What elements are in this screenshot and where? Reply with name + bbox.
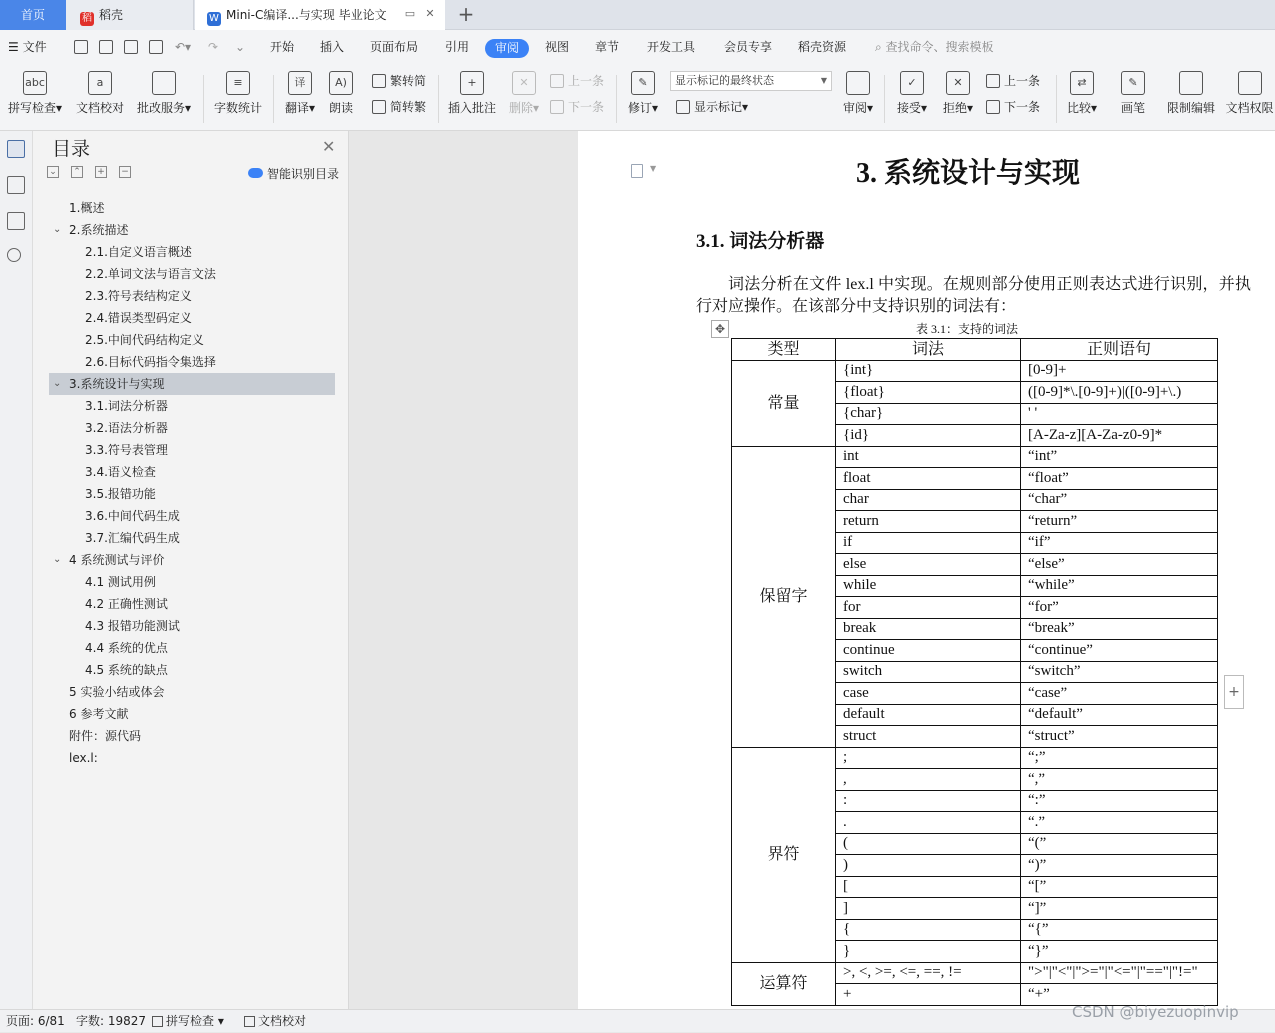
menu-bar	[0, 30, 1275, 65]
toc-item[interactable]	[49, 241, 335, 263]
toc-item[interactable]	[49, 373, 335, 395]
permission-icon	[1238, 71, 1262, 95]
regex-cell: “float”	[1021, 468, 1218, 490]
reviewing-pane-label: 审阅	[842, 101, 867, 115]
toc-list	[49, 197, 335, 997]
regex-cell: “if”	[1021, 532, 1218, 554]
regex-cell: “return”	[1021, 511, 1218, 533]
lexeme-cell: while	[836, 575, 1021, 597]
prev-comment-icon	[550, 74, 564, 88]
lexeme-cell: >, <, >=, <=, ==, !=	[836, 962, 1021, 984]
regex-cell: “:”	[1021, 790, 1218, 812]
table-caption[interactable]: 表 3.1：支持的词法	[916, 322, 1019, 336]
regex-cell: “case”	[1021, 683, 1218, 705]
lexeme-cell: return	[836, 511, 1021, 533]
regex-cell: “+”	[1021, 984, 1218, 1006]
lock-icon	[1179, 71, 1203, 95]
toc-item[interactable]	[49, 351, 335, 373]
spellcheck-icon: abc	[23, 71, 47, 95]
prev-change-icon	[986, 74, 1000, 88]
lexeme-cell: +	[836, 984, 1021, 1006]
table-row	[732, 962, 1218, 984]
toc-item-label: 4.3 报错功能测试	[85, 619, 180, 633]
customize-toolbar-icon[interactable]: ⌄	[235, 40, 246, 54]
trad-to-simp-icon	[372, 74, 386, 88]
word-count-label: 字数统计	[213, 101, 262, 115]
next-change-label: 下一条	[1004, 100, 1041, 114]
table-row	[732, 747, 1218, 769]
restrict-editing-button[interactable]	[1164, 71, 1218, 127]
trad-to-simp-button[interactable]	[372, 71, 426, 91]
status-spellcheck-label: 拼写检查	[166, 1014, 215, 1028]
proofread-icon: a	[88, 71, 112, 95]
tab-document-label: Mini-C编译...与实现 毕业论文	[226, 8, 387, 22]
show-markup-icon	[676, 100, 690, 114]
lexeme-cell: ,	[836, 769, 1021, 791]
lexeme-cell: {id}	[836, 425, 1021, 447]
doc-permission-label: 文档权限	[1225, 101, 1274, 115]
bookmark-icon[interactable]	[7, 212, 25, 230]
next-comment-button[interactable]	[550, 97, 604, 117]
compare-label: 比较	[1066, 101, 1091, 115]
toc-item-label: 1.概述	[69, 201, 105, 215]
pen-button[interactable]	[1118, 71, 1148, 127]
toc-item-label: 3.2.语法分析器	[85, 421, 168, 435]
toc-item[interactable]	[49, 681, 335, 703]
table-header-cell: 类型	[732, 339, 836, 361]
table-row	[732, 446, 1218, 468]
tab-bar	[0, 0, 1275, 30]
redo-icon[interactable]: ↷	[208, 40, 219, 54]
toc-item[interactable]	[49, 439, 335, 461]
lexeme-cell: {	[836, 919, 1021, 941]
document-page[interactable]	[578, 131, 1275, 1009]
toc-item-label: 2.系统描述	[69, 223, 129, 237]
watermark: CSDN @biyezuopinvip	[1072, 1003, 1239, 1021]
menu-member[interactable]: 会员专享	[724, 40, 773, 54]
lexeme-cell: {char}	[836, 403, 1021, 425]
regex-cell: “default”	[1021, 704, 1218, 726]
toc-item[interactable]	[49, 615, 335, 637]
word-count-indicator[interactable]: 字数: 19827	[76, 1014, 147, 1028]
proofread-status-icon	[244, 1016, 255, 1027]
chevron-down-icon[interactable]: ⌄	[53, 224, 62, 235]
regex-cell: “.”	[1021, 812, 1218, 834]
smart-toc-label: 智能识别目录	[267, 167, 340, 181]
cloud-icon	[248, 168, 263, 178]
batch-service-button[interactable]: 批改服务▾	[134, 71, 194, 127]
hamburger-icon: ☰	[8, 40, 23, 54]
chevron-down-icon[interactable]: ⌄	[53, 378, 62, 389]
add-column-button[interactable]: +	[1224, 675, 1244, 709]
tab-home[interactable]: 首页	[0, 0, 66, 30]
markup-display-value: 显示标记的最终状态	[675, 74, 774, 87]
accept-label: 接受	[896, 101, 921, 115]
regex-cell: “struct”	[1021, 726, 1218, 748]
next-comment-label: 下一条	[568, 100, 605, 114]
toc-item[interactable]	[49, 703, 335, 725]
file-menu-label: 文件	[22, 40, 47, 54]
restrict-editing-label: 限制编辑	[1166, 101, 1215, 115]
page-format-icon[interactable]	[631, 164, 643, 178]
file-menu[interactable]	[8, 30, 47, 65]
toc-item-label: 6 参考文献	[69, 707, 129, 721]
document-canvas	[349, 131, 1275, 1009]
table-header-row	[732, 339, 1218, 361]
track-changes-button[interactable]: ✎ 修订▾	[624, 71, 662, 127]
accept-button[interactable]: ✓ 接受▾	[894, 71, 930, 127]
table-row	[732, 360, 1218, 382]
track-changes-label: 修订	[627, 101, 652, 115]
read-aloud-button[interactable]	[326, 71, 356, 127]
lexeme-cell: .	[836, 812, 1021, 834]
expand-up-icon[interactable]: ⌃	[71, 166, 83, 178]
menu-chapter[interactable]: 章节	[595, 40, 620, 54]
regex-cell: “while”	[1021, 575, 1218, 597]
toc-item-label: 4 系统测试与评价	[69, 553, 165, 567]
menu-start[interactable]: 开始	[270, 40, 295, 54]
toc-item-label: 2.3.符号表结构定义	[85, 289, 192, 303]
search-icon[interactable]	[7, 248, 21, 262]
page-indicator[interactable]: 页面: 6/81	[6, 1014, 65, 1028]
batch-service-label: 批改服务	[136, 101, 185, 115]
chevron-down-icon[interactable]: ▼	[650, 164, 657, 173]
table-body	[732, 360, 1218, 1005]
toc-item-label: 3.系统设计与实现	[69, 377, 165, 391]
reviewing-pane-icon	[846, 71, 870, 95]
toc-item[interactable]	[49, 549, 335, 571]
insert-comment-icon: +	[460, 71, 484, 95]
pen-icon: ✎	[1121, 71, 1145, 95]
category-cell: 运算符	[732, 962, 836, 1005]
ribbon-separator	[1056, 75, 1057, 123]
lexeme-cell: break	[836, 618, 1021, 640]
review-ribbon	[0, 65, 1275, 131]
toc-item[interactable]	[49, 637, 335, 659]
toc-item-label: 3.7.汇编代码生成	[85, 531, 180, 545]
regex-cell: “(”	[1021, 833, 1218, 855]
doc-proofread-label: 文档校对	[75, 101, 124, 115]
close-tab-icon[interactable]: ✕	[425, 7, 435, 20]
writer-doc-icon: W	[207, 12, 221, 26]
body-paragraph[interactable]: 词法分析在文件 lex.l 中实现。在规则部分使用正则表达式进行识别，并执行对应操作。在该部分中支持识别的词法有：	[696, 276, 1251, 315]
lexeme-cell: continue	[836, 640, 1021, 662]
toc-item[interactable]	[49, 219, 335, 241]
trad-to-simp-label: 繁转简	[390, 74, 427, 88]
ribbon-separator	[203, 75, 204, 123]
track-changes-icon: ✎	[631, 71, 655, 95]
side-toolbar	[0, 131, 33, 1009]
markup-display-select[interactable]	[670, 71, 832, 91]
print-preview-icon[interactable]	[149, 40, 163, 54]
undo-icon[interactable]: ↶▾	[175, 40, 192, 54]
docer-icon: 稻	[82, 13, 92, 24]
menu-page-layout[interactable]: 页面布局	[370, 40, 419, 54]
toc-panel-icon[interactable]	[7, 140, 25, 158]
toc-item-label: 3.5.报错功能	[85, 487, 156, 501]
lexeme-cell: switch	[836, 661, 1021, 683]
new-tab-button[interactable]: +	[457, 2, 475, 26]
lexeme-cell: }	[836, 941, 1021, 963]
export-pdf-icon[interactable]	[99, 40, 113, 54]
lexeme-cell: {int}	[836, 360, 1021, 382]
toc-item-label: lex.l:	[69, 751, 98, 765]
simp-to-trad-label: 简转繁	[390, 100, 427, 114]
ribbon-separator	[884, 75, 885, 123]
lexeme-cell: [	[836, 876, 1021, 898]
collapse-all-icon[interactable]: ⌄	[47, 166, 59, 178]
category-cell: 常量	[732, 360, 836, 446]
doc-proofread-button[interactable]	[74, 71, 126, 127]
lexeme-cell: char	[836, 489, 1021, 511]
translate-icon: 译	[288, 71, 312, 95]
reviewing-pane-button[interactable]: 审阅▾	[840, 71, 876, 127]
category-cell: 界符	[732, 747, 836, 962]
read-aloud-label: 朗读	[328, 101, 353, 115]
regex-cell: “]”	[1021, 898, 1218, 920]
toc-item[interactable]	[49, 417, 335, 439]
tab-document[interactable]	[195, 0, 445, 30]
checkbox-icon	[152, 1016, 163, 1027]
toc-item-label: 3.1.词法分析器	[85, 399, 168, 413]
next-comment-icon	[550, 100, 564, 114]
reject-label: 拒绝	[942, 101, 967, 115]
lexeme-cell: struct	[836, 726, 1021, 748]
regex-cell: “char”	[1021, 489, 1218, 511]
pen-label: 画笔	[1120, 101, 1145, 115]
toc-item-label: 2.2.单词文法与语言文法	[85, 267, 216, 281]
menu-review[interactable]: 审阅	[485, 39, 529, 58]
close-icon[interactable]: ✕	[322, 137, 336, 156]
menu-view[interactable]: 视图	[545, 40, 570, 54]
category-cell: 保留字	[732, 446, 836, 747]
prev-change-button[interactable]	[986, 71, 1040, 91]
table-header-cell: 正则语句	[1021, 339, 1218, 361]
prev-comment-label: 上一条	[568, 74, 605, 88]
toc-item[interactable]	[49, 329, 335, 351]
status-proofread-label: 文档校对	[258, 1014, 307, 1028]
lexeme-cell: if	[836, 532, 1021, 554]
toc-item[interactable]	[49, 505, 335, 527]
lexeme-cell: :	[836, 790, 1021, 812]
add-heading-icon[interactable]: +	[95, 166, 107, 178]
toc-item-label: 3.3.符号表管理	[85, 443, 168, 457]
chapter-heading[interactable]: 3. 系统设计与实现	[856, 158, 1081, 189]
spellcheck-button[interactable]: abc 拼写检查▾	[6, 71, 64, 127]
regex-cell: “for”	[1021, 597, 1218, 619]
toc-item-label: 2.1.自定义语言概述	[85, 245, 192, 259]
menu-docer-resources[interactable]: 稻壳资源	[798, 40, 847, 54]
prev-comment-button[interactable]	[550, 71, 604, 91]
menu-references[interactable]: 引用	[445, 40, 470, 54]
lexeme-cell: else	[836, 554, 1021, 576]
tab-docer-label: 稻壳	[99, 8, 124, 22]
show-markup-button[interactable]: 显示标记▾	[676, 97, 748, 117]
insert-comment-label: 插入批注	[447, 101, 496, 115]
lexeme-cell: float	[836, 468, 1021, 490]
reject-icon: ✕	[946, 71, 970, 95]
save-icon[interactable]	[74, 40, 88, 54]
smart-toc-button[interactable]	[248, 165, 339, 182]
spellcheck-label: 拼写检查	[7, 101, 56, 115]
pin-tab-icon[interactable]: ▭	[404, 7, 416, 20]
simp-to-trad-icon	[372, 100, 386, 114]
toc-item-label: 4.1 测试用例	[85, 575, 156, 589]
lexicon-table[interactable]	[731, 338, 1218, 1006]
toc-item-label: 4.4 系统的优点	[85, 641, 168, 655]
regex-cell: ([0-9]*\.[0-9]+)|([0-9]+\.)	[1021, 382, 1218, 404]
regex-cell: “;”	[1021, 747, 1218, 769]
lexeme-cell: ]	[836, 898, 1021, 920]
table-header-cell: 词法	[836, 339, 1021, 361]
ribbon-separator	[438, 75, 439, 123]
translate-label: 翻译	[284, 101, 309, 115]
toc-item-label: 附件：源代码	[69, 729, 142, 743]
compare-icon: ⇄	[1070, 71, 1094, 95]
delete-comment-label: 删除	[508, 101, 533, 115]
toc-panel	[33, 131, 349, 1009]
next-change-icon	[986, 100, 1000, 114]
regex-cell: “break”	[1021, 618, 1218, 640]
toc-item[interactable]	[49, 571, 335, 593]
toc-item-label: 2.5.中间代码结构定义	[85, 333, 204, 347]
menu-insert[interactable]: 插入	[320, 40, 345, 54]
ribbon-separator	[616, 75, 617, 123]
toc-item[interactable]	[49, 725, 335, 747]
status-spellcheck[interactable]: 拼写检查 ▾	[152, 1010, 224, 1033]
simp-to-trad-button[interactable]	[372, 97, 426, 117]
toc-item[interactable]	[49, 659, 335, 681]
toc-item-label: 2.6.目标代码指令集选择	[85, 355, 216, 369]
lexeme-cell: )	[836, 855, 1021, 877]
regex-cell: “int”	[1021, 446, 1218, 468]
regex-cell: “{”	[1021, 919, 1218, 941]
toc-item[interactable]	[49, 593, 335, 615]
regex-cell: “continue”	[1021, 640, 1218, 662]
ribbon-separator	[273, 75, 274, 123]
delete-comment-icon: ✕	[512, 71, 536, 95]
tab-docer[interactable]	[66, 0, 194, 30]
regex-cell: “)”	[1021, 855, 1218, 877]
toc-item-label: 3.4.语义检查	[85, 465, 156, 479]
toc-item[interactable]	[49, 461, 335, 483]
toc-item[interactable]	[49, 285, 335, 307]
doc-permission-button[interactable]	[1224, 71, 1275, 127]
regex-cell: ' '	[1021, 403, 1218, 425]
lexeme-cell: int	[836, 446, 1021, 468]
regex-cell: “}”	[1021, 941, 1218, 963]
toc-item-label: 4.5 系统的缺点	[85, 663, 168, 677]
toc-item[interactable]	[49, 197, 335, 219]
batch-service-icon	[152, 71, 176, 95]
lexeme-cell: (	[836, 833, 1021, 855]
translate-button[interactable]: 译 翻译▾	[282, 71, 318, 127]
toc-item[interactable]	[49, 263, 335, 285]
lexeme-cell: ;	[836, 747, 1021, 769]
regex-cell: “,”	[1021, 769, 1218, 791]
regex-cell: “switch”	[1021, 661, 1218, 683]
insert-comment-button[interactable]	[446, 71, 498, 127]
lexeme-cell: {float}	[836, 382, 1021, 404]
regex-cell: [A-Za-z][A-Za-z0-9]*	[1021, 425, 1218, 447]
table-move-handle-icon[interactable]: ✥	[711, 320, 729, 338]
toc-item[interactable]	[49, 527, 335, 549]
toc-item[interactable]	[49, 307, 335, 329]
read-aloud-icon: A)	[329, 71, 353, 95]
lexeme-cell: case	[836, 683, 1021, 705]
print-icon[interactable]	[124, 40, 138, 54]
show-markup-label: 显示标记	[694, 100, 743, 114]
accept-icon: ✓	[900, 71, 924, 95]
toc-item[interactable]	[49, 483, 335, 505]
section-heading[interactable]: 3.1. 词法分析器	[696, 231, 825, 252]
compare-button[interactable]: ⇄ 比较▾	[1064, 71, 1100, 127]
toc-item-label: 2.4.错误类型码定义	[85, 311, 192, 325]
toc-title: 目录	[52, 138, 91, 160]
toc-item-label: 5 实验小结或体会	[69, 685, 165, 699]
search-icon: ⌕	[875, 40, 886, 54]
chevron-down-icon: ▼	[820, 76, 827, 85]
next-change-button[interactable]	[986, 97, 1040, 117]
menu-developer[interactable]: 开发工具	[647, 40, 696, 54]
prev-change-label: 上一条	[1004, 74, 1041, 88]
toc-item-label: 4.2 正确性测试	[85, 597, 168, 611]
regex-cell: [0-9]+	[1021, 360, 1218, 382]
lexeme-cell: default	[836, 704, 1021, 726]
word-count-icon: ≡	[226, 71, 250, 95]
chevron-down-icon[interactable]: ⌄	[53, 554, 62, 565]
regex-cell: ">"|"<"|">="|"<="|"=="|"!="	[1021, 962, 1218, 984]
command-search-placeholder: 查找命令、搜索模板	[885, 40, 994, 54]
toc-item[interactable]	[49, 747, 335, 769]
word-count-button[interactable]	[212, 71, 264, 127]
delete-comment-button[interactable]: ✕ 删除▾	[506, 71, 542, 127]
toc-item-label: 3.6.中间代码生成	[85, 509, 180, 523]
regex-cell: “[”	[1021, 876, 1218, 898]
reject-button[interactable]: ✕ 拒绝▾	[940, 71, 976, 127]
lexeme-cell: for	[836, 597, 1021, 619]
remove-heading-icon[interactable]: −	[119, 166, 131, 178]
status-proofread[interactable]	[244, 1010, 306, 1033]
command-search[interactable]	[875, 30, 994, 65]
toc-item[interactable]	[49, 395, 335, 417]
regex-cell: “else”	[1021, 554, 1218, 576]
navigation-icon[interactable]	[7, 176, 25, 194]
